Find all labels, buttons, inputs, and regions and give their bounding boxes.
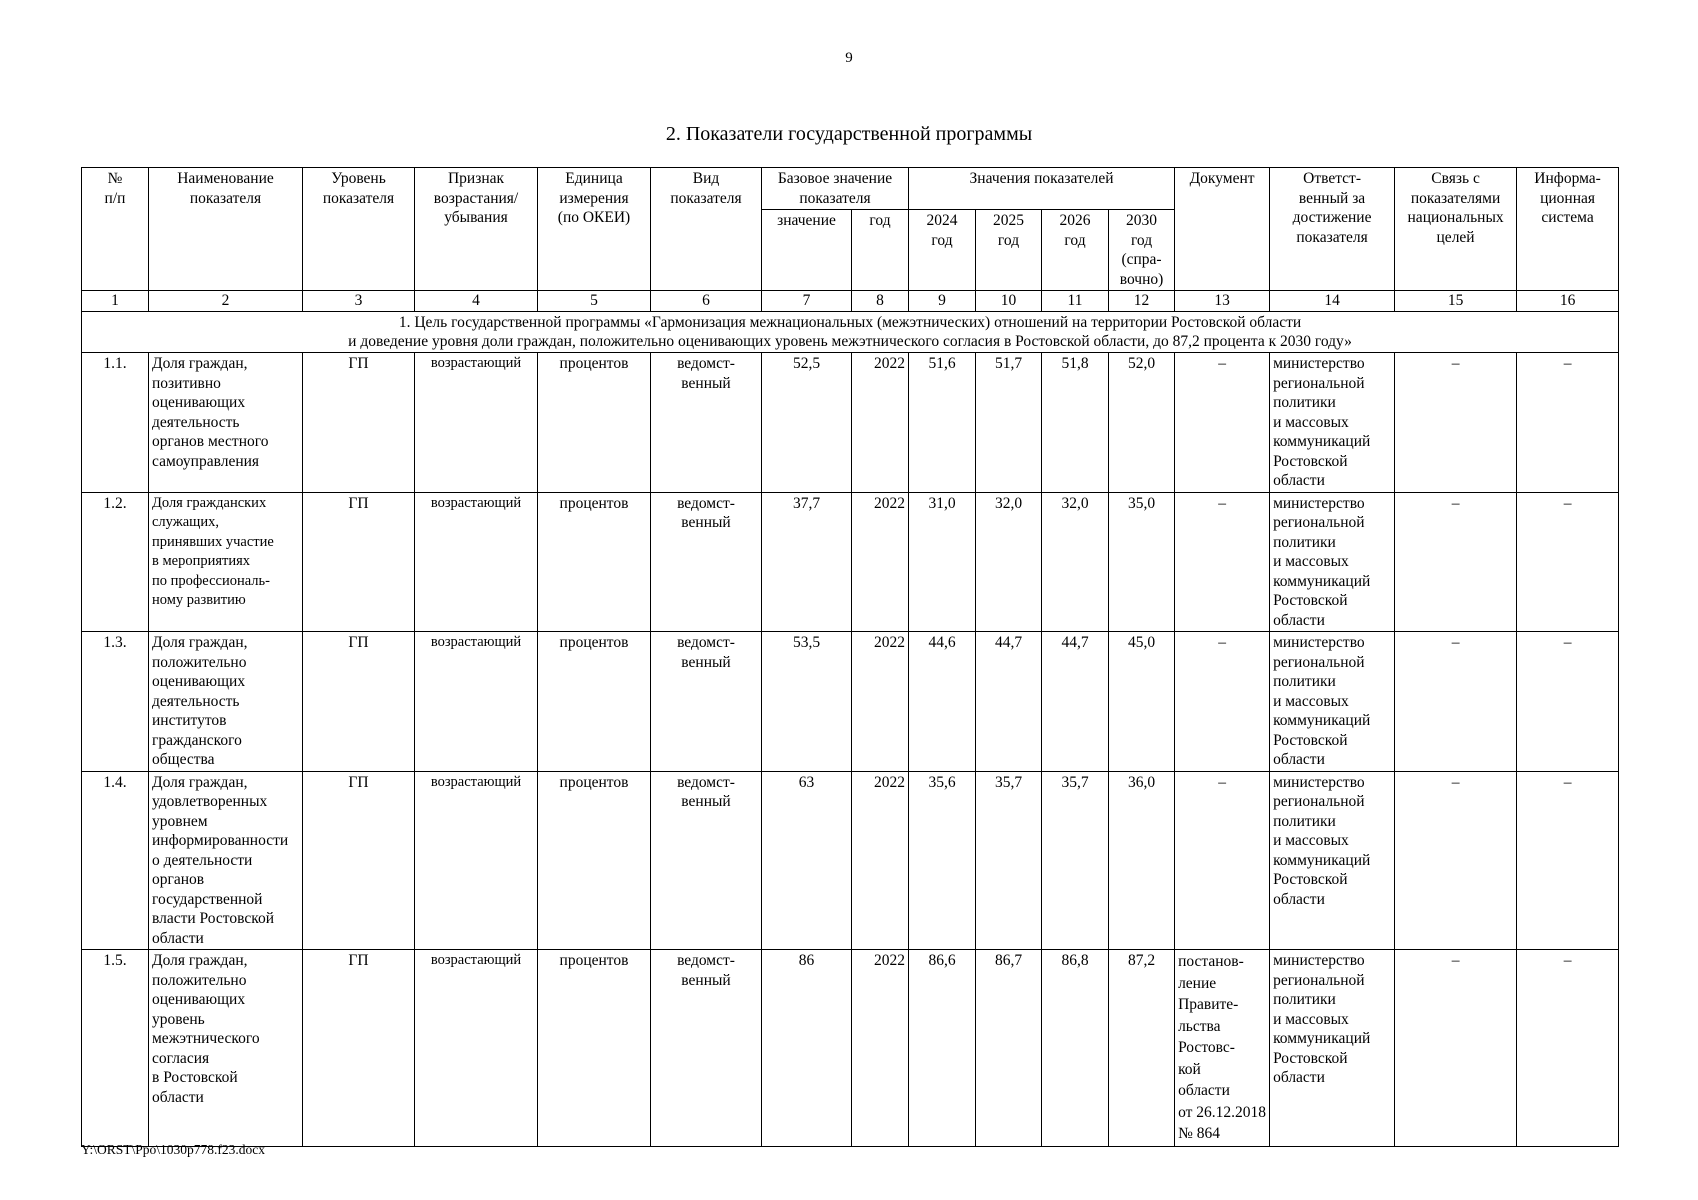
indicator-name: Доля граждан, положительно оценивающих деятельность институтов гражданского общества — [149, 632, 303, 772]
national-goals-link: – — [1395, 492, 1517, 632]
column-number: 4 — [415, 291, 538, 312]
value-2026: 51,8 — [1042, 353, 1109, 493]
column-number: 15 — [1395, 291, 1517, 312]
national-goals-link: – — [1395, 771, 1517, 950]
header-responsible: Ответст- венный за достижение показателя — [1270, 168, 1395, 291]
indicator-trend: возрастающий — [415, 353, 538, 493]
information-system: – — [1517, 771, 1619, 950]
document: – — [1175, 632, 1270, 772]
value-2025: 86,7 — [976, 950, 1042, 1147]
indicator-type: ведомст- венный — [651, 771, 762, 950]
column-number: 13 — [1175, 291, 1270, 312]
column-number: 3 — [303, 291, 415, 312]
header-values: Значения показателей — [909, 168, 1175, 210]
value-2025: 44,7 — [976, 632, 1042, 772]
value-2030: 52,0 — [1109, 353, 1175, 493]
value-2024: 86,6 — [909, 950, 976, 1147]
document: – — [1175, 771, 1270, 950]
row-number: 1.3. — [82, 632, 149, 772]
document: – — [1175, 353, 1270, 493]
indicator-unit: процентов — [538, 353, 651, 493]
indicator-type: ведомст- венный — [651, 632, 762, 772]
value-2026: 44,7 — [1042, 632, 1109, 772]
indicator-trend: возрастающий — [415, 771, 538, 950]
value-2025: 32,0 — [976, 492, 1042, 632]
responsible: министерство региональной политики и массовых коммуникаций Ростовской области — [1270, 632, 1395, 772]
base-value: 37,7 — [762, 492, 852, 632]
column-number: 5 — [538, 291, 651, 312]
value-2030: 87,2 — [1109, 950, 1175, 1147]
responsible: министерство региональной политики и массовых коммуникаций Ростовской области — [1270, 492, 1395, 632]
goal-row — [82, 312, 1619, 353]
table-row — [82, 632, 1619, 772]
header-level: Уровень показателя — [303, 168, 415, 291]
header-year-2030: 2030 год (спра- вочно) — [1109, 210, 1175, 291]
indicator-name: Доля гражданских служащих, принявших участие в мероприятиях по профессиональ- ному развитию — [149, 492, 303, 632]
file-path-footer: Y:\ORST\Ppo\1030p778.f23.docx — [81, 1142, 266, 1157]
indicator-type: ведомст- венный — [651, 492, 762, 632]
indicators-table — [81, 167, 1619, 1147]
base-value: 86 — [762, 950, 852, 1147]
column-number: 12 — [1109, 291, 1175, 312]
value-2026: 32,0 — [1042, 492, 1109, 632]
column-number: 11 — [1042, 291, 1109, 312]
indicator-level: ГП — [303, 492, 415, 632]
header-year-2026: 2026 год — [1042, 210, 1109, 291]
header-name: Наименование показателя — [149, 168, 303, 291]
indicator-level: ГП — [303, 353, 415, 493]
indicator-name: Доля граждан, удовлетворенных уровнем информированности о деятельности органов государственной власти Ростовской области — [149, 771, 303, 950]
header-year-2025: 2025 год — [976, 210, 1042, 291]
value-2026: 35,7 — [1042, 771, 1109, 950]
row-number: 1.5. — [82, 950, 149, 1147]
header-document: Документ — [1175, 168, 1270, 291]
table-header — [82, 168, 1619, 291]
header-unit: Единица измерения (по ОКЕИ) — [538, 168, 651, 291]
document: постанов- ление Правите- льства Ростовс- кой области от 26.12.2018 № 864 — [1175, 950, 1270, 1147]
base-value: 63 — [762, 771, 852, 950]
value-2026: 86,8 — [1042, 950, 1109, 1147]
table-row — [82, 950, 1619, 1147]
value-2030: 45,0 — [1109, 632, 1175, 772]
value-2024: 44,6 — [909, 632, 976, 772]
page-title: 2. Показатели государственной программы — [665, 123, 1033, 145]
base-year: 2022 — [852, 353, 909, 493]
table-row — [82, 353, 1619, 493]
column-numbers-row — [82, 291, 1619, 312]
header-num: № п/п — [82, 168, 149, 291]
header-base-year: год — [852, 210, 909, 291]
national-goals-link: – — [1395, 632, 1517, 772]
indicator-unit: процентов — [538, 771, 651, 950]
value-2025: 35,7 — [976, 771, 1042, 950]
indicator-trend: возрастающий — [415, 950, 538, 1147]
header-link: Связь с показателями национальных целей — [1395, 168, 1517, 291]
column-number: 1 — [82, 291, 149, 312]
column-number: 16 — [1517, 291, 1619, 312]
indicator-unit: процентов — [538, 632, 651, 772]
responsible: министерство региональной политики и массовых коммуникаций Ростовской области — [1270, 353, 1395, 493]
responsible: министерство региональной политики и массовых коммуникаций Ростовской области — [1270, 950, 1395, 1147]
row-number: 1.1. — [82, 353, 149, 493]
indicator-name: Доля граждан, позитивно оценивающих деятельность органов местного самоуправления — [149, 353, 303, 493]
national-goals-link: – — [1395, 950, 1517, 1147]
column-number: 14 — [1270, 291, 1395, 312]
goal-text: 1. Цель государственной программы «Гармонизация межнациональных (межэтнических) отношений на территории Ростовской области и доведение уровня доли граждан, положительно оценивающих уровень межэтнического согласия в Ростовской области, до 87,2 процента к 2030 году» — [82, 312, 1619, 353]
indicator-trend: возрастающий — [415, 632, 538, 772]
value-2030: 35,0 — [1109, 492, 1175, 632]
information-system: – — [1517, 353, 1619, 493]
value-2024: 35,6 — [909, 771, 976, 950]
base-value: 53,5 — [762, 632, 852, 772]
base-year: 2022 — [852, 492, 909, 632]
header-system: Информа- ционная система — [1517, 168, 1619, 291]
base-year: 2022 — [852, 950, 909, 1147]
indicator-unit: процентов — [538, 492, 651, 632]
column-number: 10 — [976, 291, 1042, 312]
value-2030: 36,0 — [1109, 771, 1175, 950]
indicator-level: ГП — [303, 771, 415, 950]
table-row — [82, 492, 1619, 632]
information-system: – — [1517, 492, 1619, 632]
column-number: 7 — [762, 291, 852, 312]
base-year: 2022 — [852, 771, 909, 950]
column-number: 8 — [852, 291, 909, 312]
value-2025: 51,7 — [976, 353, 1042, 493]
national-goals-link: – — [1395, 353, 1517, 493]
value-2024: 51,6 — [909, 353, 976, 493]
table-row — [82, 771, 1619, 950]
base-value: 52,5 — [762, 353, 852, 493]
header-base: Базовое значение показателя — [762, 168, 909, 210]
base-year: 2022 — [852, 632, 909, 772]
indicator-type: ведомст- венный — [651, 353, 762, 493]
header-type: Вид показателя — [651, 168, 762, 291]
indicator-level: ГП — [303, 632, 415, 772]
column-number: 2 — [149, 291, 303, 312]
indicator-level: ГП — [303, 950, 415, 1147]
indicator-trend: возрастающий — [415, 492, 538, 632]
row-number: 1.2. — [82, 492, 149, 632]
column-number: 9 — [909, 291, 976, 312]
header-year-2024: 2024 год — [909, 210, 976, 291]
row-number: 1.4. — [82, 771, 149, 950]
information-system: – — [1517, 632, 1619, 772]
header-base-value: значение — [762, 210, 852, 291]
document: – — [1175, 492, 1270, 632]
column-number: 6 — [651, 291, 762, 312]
header-trend: Признак возрастания/ убывания — [415, 168, 538, 291]
value-2024: 31,0 — [909, 492, 976, 632]
information-system: – — [1517, 950, 1619, 1147]
indicator-type: ведомст- венный — [651, 950, 762, 1147]
responsible: министерство региональной политики и массовых коммуникаций Ростовской области — [1270, 771, 1395, 950]
page-number: 9 — [845, 50, 853, 66]
indicator-unit: процентов — [538, 950, 651, 1147]
indicator-name: Доля граждан, положительно оценивающих уровень межэтнического согласия в Ростовской области — [149, 950, 303, 1147]
